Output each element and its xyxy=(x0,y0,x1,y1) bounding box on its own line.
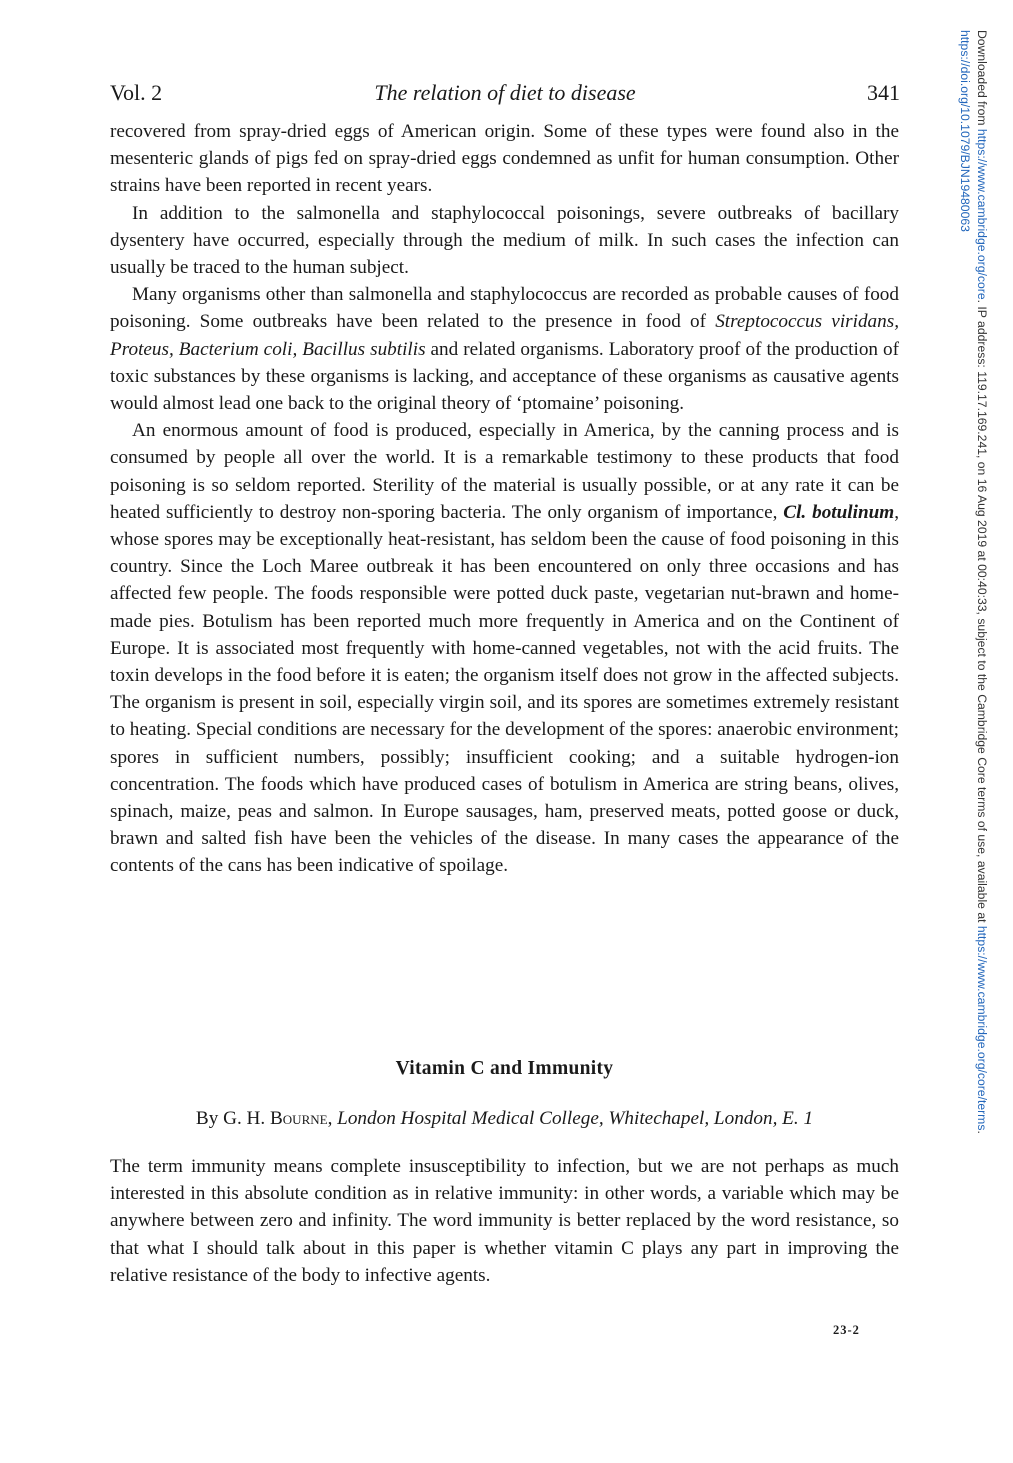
page-number: 341 xyxy=(867,80,900,105)
cambridge-core-link[interactable]: https://www.cambridge.org/core xyxy=(975,128,989,300)
running-title: The relation of diet to disease xyxy=(374,80,636,105)
doi-link[interactable]: https://doi.org/10.1079/BJN19480063 xyxy=(958,30,972,232)
volume-number: Vol. 2 xyxy=(110,80,163,105)
download-notice-line2 xyxy=(956,30,973,1310)
byline: By G. H. Bourne, London Hospital Medical College, Whitechapel, London, E. 1 xyxy=(195,1108,814,1129)
download-notice-line1: Downloaded from https://www.cambridge.org/core. IP address: 119.17.169.241, on 16 Aug 2019 at 00:40:33, subject to the Cambridge Core terms of use, available at https://www.cambridge.org/core/terms. xyxy=(975,30,989,1134)
body-paragraph xyxy=(110,200,899,282)
download-notice xyxy=(956,30,990,1310)
text-run: , whose spores may be exceptionally heat-resistant, has seldom been the cause of food poisoning in this country. Since the Loch Maree outbreak it has been encountered on only three occasions and has affected few people. The foods responsible were potted duck paste, vegetarian nut-brawn and home-made pies. Botulism has been reported much more frequently in America and on the Continent of Europe. It is associated most frequently with home-canned vegetables, not with the acid fruits. The toxin develops in the food before it is eaten; the organism itself does not grow in the affected subjects. The organism is present in soil, especially virgin soil, and its spores are sometimes extremely resistant to heating. Special conditions are necessary for the development of the spores: anaerobic environment; spores in sufficient numbers, possibly; insufficient cooking; and a suitable hydrogen-ion concentration. The foods which have produced cases of botulism in America are string beans, olives, spinach, maize, peas and salmon. In Europe sausages, ham, preserved meats, potted goose or duck, brawn and salted fish have been the vehicles of the disease. In many cases the appearance of the contents of the cans has been indicative of spoilage. xyxy=(110,501,900,877)
byline-prefix: By G. H. xyxy=(195,1108,270,1129)
section-title: Vitamin C and Immunity xyxy=(395,1058,614,1079)
text-run: recovered from spray-dried eggs of American origin. Some of these types were found also in the mesenteric glands of pigs fed on spray-dried eggs condemned as unfit for human consumption. Other strains have been reported in recent years. xyxy=(110,121,899,197)
signature-mark: 23-2 xyxy=(833,1323,860,1337)
author-affiliation: London Hospital Medical College, Whitechapel, London, E. 1 xyxy=(337,1108,814,1129)
body-paragraph xyxy=(110,118,899,200)
section-intro xyxy=(110,1153,899,1289)
running-header xyxy=(110,80,900,112)
text-run: An enormous amount of food is produced, especially in America, by the canning process and is consumed by people all over the world. It is a remarkable testimony to these products that food poisoning is so seldom reported. Sterility of the material is usually possible, or at any rate it can be heated sufficiently to destroy non-sporing bacteria. The only organism of importance, xyxy=(110,420,899,523)
italic-term: Streptococcus viridans, Proteus, Bacterium coli, Bacillus subtilis xyxy=(110,311,899,360)
body-paragraph xyxy=(110,417,899,879)
text-run: Many organisms other than salmonella and staphylococcus are recorded as probable causes of food poisoning. Some outbreaks have been related to the presence in food of xyxy=(110,284,899,333)
text-run: In addition to the salmonella and staphylococcal poisonings, severe outbreaks of bacillary dysentery have occurred, especially through the medium of milk. In such cases the infection can usually be traced to the human subject. xyxy=(110,202,899,279)
italic-term: Cl. botulinum xyxy=(783,501,895,523)
text-run: and related organisms. Laboratory proof of the production of toxic substances by these organisms is lacking, and acceptance of these organisms as causative agents would almost lead one back to the original theory of ‘ptomaine’ poisoning. xyxy=(110,338,899,415)
article-body xyxy=(110,118,899,880)
terms-link[interactable]: https://www.cambridge.org/core/terms xyxy=(975,925,989,1131)
body-paragraph xyxy=(110,281,899,417)
intro-paragraph: The term immunity means complete insusceptibility to infection, but we are not perhaps as much interested in this absolute condition as in relative immunity: in other words, a variable which may be anywhere between zero and infinity. The word immunity is better replaced by the word resistance, so that what I should talk about in this paper is whether vitamin C plays any part in improving the relative resistance of the body to infective agents. xyxy=(110,1156,899,1286)
author-name: Bourne xyxy=(270,1108,328,1129)
